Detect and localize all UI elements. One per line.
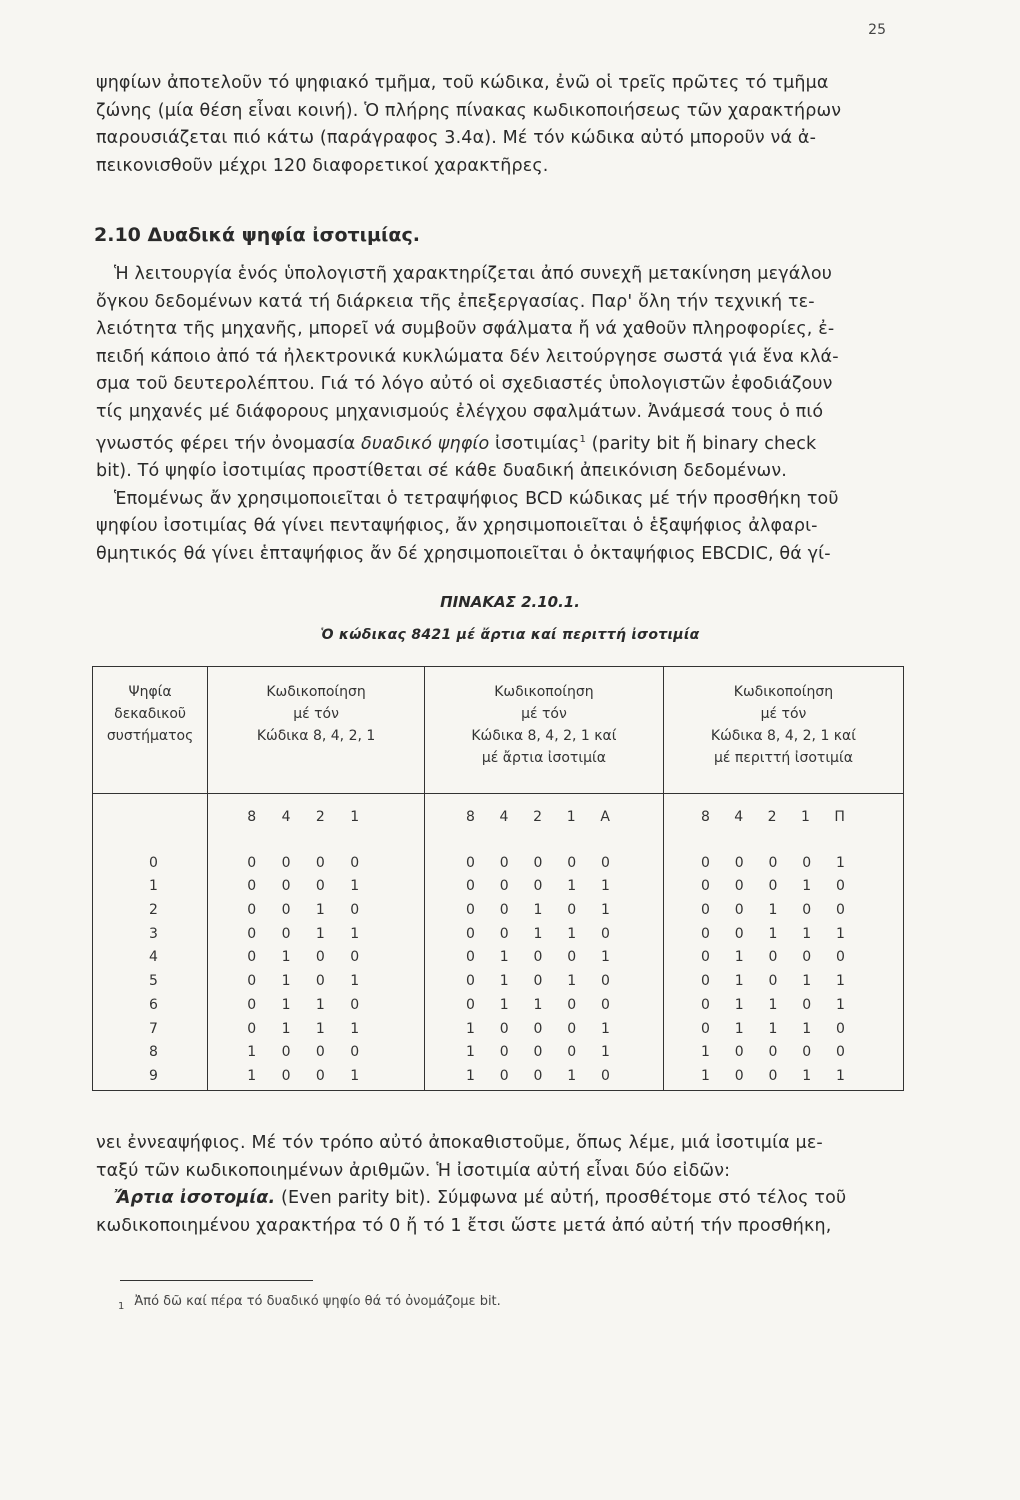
bit-cell: 0 bbox=[499, 902, 509, 919]
italic-term: δυαδικό ψηφίο bbox=[361, 433, 490, 454]
bit-cell: 2 bbox=[533, 809, 543, 825]
header-line: δεκαδικοῦ bbox=[114, 706, 187, 722]
bit-cell: 0 bbox=[465, 996, 475, 1013]
bit-cell: 0 bbox=[247, 854, 257, 871]
bit-cell: 1 bbox=[315, 1020, 325, 1037]
bit-cell: 0 bbox=[734, 1067, 744, 1084]
odd-parity-row bbox=[701, 946, 845, 970]
bit-cell: 0 bbox=[499, 1044, 509, 1061]
bit-cell: 0 bbox=[802, 949, 812, 966]
body-paragraph bbox=[96, 261, 911, 568]
bit-cell: 0 bbox=[247, 878, 257, 895]
header-line: Κώδικα 8, 4, 2, 1 bbox=[256, 728, 376, 744]
bit-cell: 0 bbox=[802, 902, 812, 919]
bit-cell: 0 bbox=[465, 949, 475, 966]
body-line: πειδή κάποιο ἀπό τά ἠλεκτρονικά κυκλώματα δέν λειτούργησε σωστά γιά ἕνα κλά- bbox=[96, 346, 839, 367]
bit-cell: 1 bbox=[499, 949, 509, 966]
odd-parity-row bbox=[701, 852, 845, 876]
bit-cell: 1 bbox=[768, 925, 778, 942]
bit-cell: 0 bbox=[802, 996, 812, 1013]
bit-cell: 0 bbox=[836, 949, 845, 966]
bit-cell: 1 bbox=[350, 1067, 360, 1084]
table-subtitle: Ὁ κώδικας 8421 μέ ἄρτια καί περιττή ἰσοτιμία bbox=[320, 627, 700, 643]
bit-header-row bbox=[247, 806, 359, 830]
bit-cell: 0 bbox=[465, 878, 475, 895]
bit-cell: 1 bbox=[734, 1020, 744, 1037]
bit-cell: 1 bbox=[567, 878, 577, 895]
bcd-row bbox=[247, 946, 359, 970]
bit-cell: 1 bbox=[802, 1067, 812, 1084]
page-number: 25 bbox=[868, 22, 886, 38]
bit-cell: 1 bbox=[281, 973, 291, 990]
odd-parity-row bbox=[701, 1018, 845, 1042]
body-line: Ἡ λειτουργία ἑνός ὑπολογιστῆ χαρακτηρίζεται ἀπό συνεχῆ μετακίνηση μεγάλου bbox=[114, 264, 833, 284]
bit-cell: 1 bbox=[836, 854, 845, 871]
bit-cell: 1 bbox=[768, 902, 778, 919]
even-parity-row bbox=[466, 899, 610, 923]
body-line: ψηφίου ἰσοτιμίας θά γίνει πενταψήφιος, ἄν χρησιμοποιεῖται ὁ ἑξαψήφιος ἀλφαρι- bbox=[96, 516, 818, 537]
bit-cell: 1 bbox=[533, 925, 543, 942]
bit-cell: 0 bbox=[465, 902, 475, 919]
bit-cell: 0 bbox=[802, 1044, 812, 1061]
bit-cell: 0 bbox=[533, 878, 543, 895]
bit-cell: 1 bbox=[700, 1067, 710, 1084]
intro-line: ψηφίων ἀποτελοῦν τό ψηφιακό τμῆμα, τοῦ κώδικα, ἐνῶ οἱ τρεῖς πρῶτες τό τμῆμα bbox=[96, 73, 829, 93]
decimal-digit: 7 bbox=[149, 1020, 158, 1037]
bcd-row bbox=[247, 852, 359, 876]
text-run: γνωστός φέρει τήν ὀνομασία bbox=[96, 433, 361, 454]
bit-cell: 0 bbox=[836, 902, 845, 919]
bit-cell: 0 bbox=[499, 854, 509, 871]
odd-parity-row bbox=[701, 1041, 845, 1065]
decimal-digit: 9 bbox=[149, 1067, 158, 1084]
bit-cell: 1 bbox=[350, 809, 360, 825]
bit-header-row bbox=[701, 806, 845, 830]
bit-cell: 0 bbox=[734, 902, 744, 919]
bit-cell: 0 bbox=[836, 878, 845, 895]
bit-cell: 0 bbox=[315, 854, 325, 871]
bit-cell: 0 bbox=[700, 902, 710, 919]
bit-cell: 1 bbox=[315, 996, 325, 1013]
bit-cell: 1 bbox=[247, 1067, 257, 1084]
bit-cell: 0 bbox=[700, 973, 710, 990]
bit-cell: 1 bbox=[836, 973, 845, 990]
bit-cell: 1 bbox=[802, 925, 812, 942]
decimal-digit: 0 bbox=[149, 854, 158, 871]
bit-cell: 0 bbox=[700, 1020, 710, 1037]
bit-cell: 0 bbox=[315, 973, 325, 990]
bit-cell: 0 bbox=[281, 854, 291, 871]
bit-cell: 0 bbox=[567, 902, 577, 919]
bit-cell: 4 bbox=[499, 809, 509, 825]
bit-cell: 0 bbox=[315, 1067, 325, 1084]
header-line: Κωδικοποίηση bbox=[733, 684, 834, 700]
bit-cell: 0 bbox=[247, 902, 257, 919]
bit-cell: 1 bbox=[601, 1044, 610, 1061]
header-line: Κώδικα 8, 4, 2, 1 καί bbox=[710, 728, 857, 744]
body-line: σμα τοῦ δευτερολέπτου. Γιά τό λόγο αὐτό οἱ σχεδιαστές ὑπολογιστῶν ἐφοδιάζουν bbox=[96, 374, 833, 394]
bit-cell: 8 bbox=[247, 809, 257, 825]
body-line: κωδικοποιημένου χαρακτήρα τό 0 ἤ τό 1 ἔτσι ὥστε μετά ἀπό αὐτή τήν προσθήκη, bbox=[96, 1215, 832, 1236]
header-line: Κωδικοποίηση bbox=[494, 684, 594, 700]
bit-cell: 4 bbox=[734, 809, 744, 825]
bit-cell: 0 bbox=[465, 854, 475, 871]
bit-cell: 0 bbox=[700, 996, 710, 1013]
bit-cell: 1 bbox=[601, 902, 610, 919]
header-line: συστήματος bbox=[106, 728, 194, 744]
bit-cell: 1 bbox=[499, 996, 509, 1013]
bit-cell: 0 bbox=[350, 902, 360, 919]
body-line: τίς μηχανές μέ διάφορους μηχανισμούς ἐλέγχου σφαλμάτων. Ἀνάμεσά τους ὁ πιό bbox=[96, 401, 824, 422]
intro-line: ζώνης (μία θέση εἶναι κοινή). Ὁ πλήρης πίνακας κωδικοποιήσεως τῶν χαρακτήρων bbox=[96, 100, 842, 121]
even-parity-row bbox=[466, 970, 610, 994]
body-line: bit). Τό ψηφίο ἰσοτιμίας προστίθεται σέ κάθε δυαδική ἀπεικόνιση δεδομένων. bbox=[96, 461, 787, 482]
header-line: μέ τόν bbox=[293, 706, 339, 722]
bit-cell: 0 bbox=[499, 1067, 509, 1084]
body-line: Ἑπομένως ἄν χρησιμοποιεῖται ὁ τετραψήφιος BCD κώδικας μέ τήν προσθήκη τοῦ bbox=[114, 488, 839, 509]
bit-cell: 1 bbox=[734, 996, 744, 1013]
bcd-row bbox=[247, 899, 359, 923]
table-title: ΠΙΝΑΚΑΣ 2.10.1. bbox=[440, 593, 580, 611]
bit-cell: 0 bbox=[533, 854, 543, 871]
bit-cell: 1 bbox=[247, 1044, 257, 1061]
bit-cell: 1 bbox=[281, 1020, 291, 1037]
bit-cell: 0 bbox=[315, 949, 325, 966]
intro-line: πεικονισθοῦν μέχρι 120 διαφορετικοί χαρακτῆρες. bbox=[96, 155, 549, 176]
bit-cell: 1 bbox=[802, 973, 812, 990]
code-table bbox=[92, 666, 904, 1091]
bit-cell: 0 bbox=[465, 973, 475, 990]
bit-cell: 1 bbox=[802, 1020, 812, 1037]
bit-cell: 0 bbox=[350, 854, 360, 871]
bcd-row bbox=[247, 994, 359, 1018]
bit-cell: 0 bbox=[247, 949, 257, 966]
header-decimal bbox=[93, 667, 208, 794]
bit-cell: 0 bbox=[281, 925, 291, 942]
bit-cell: 1 bbox=[350, 973, 360, 990]
bit-cell: 0 bbox=[533, 949, 543, 966]
bit-cell: 0 bbox=[768, 1044, 778, 1061]
bit-cell: 1 bbox=[802, 878, 812, 895]
bit-cell: 1 bbox=[315, 925, 325, 942]
footnote-text: Ἀπό δῶ καί πέρα τό δυαδικό ψηφίο θά τό ὀνομάζομε bit. bbox=[134, 1294, 501, 1309]
bit-cell: 1 bbox=[567, 925, 577, 942]
bit-cell: 1 bbox=[350, 1020, 360, 1037]
bit-cell: 0 bbox=[281, 1067, 291, 1084]
bit-cell: 0 bbox=[768, 973, 778, 990]
bit-cell: 0 bbox=[533, 1020, 543, 1037]
bit-cell: 0 bbox=[601, 925, 610, 942]
bit-cell: 1 bbox=[567, 1067, 577, 1084]
even-parity-row bbox=[466, 946, 610, 970]
bit-cell: 0 bbox=[734, 1044, 744, 1061]
bit-cell: 1 bbox=[315, 902, 325, 919]
header-line: μέ ἄρτια ἰσοτιμία bbox=[481, 750, 606, 766]
bit-cell: 0 bbox=[700, 925, 710, 942]
even-parity-row bbox=[466, 1041, 610, 1065]
header-odd-parity bbox=[663, 667, 903, 794]
bcd-row bbox=[247, 875, 359, 899]
body-line: νει ἐννεαψήφιος. Μέ τόν τρόπο αὐτό ἀποκαθιστοῦμε, ὅπως λέμε, μιά ἰσοτιμία με- bbox=[96, 1133, 823, 1153]
text-run: (Even parity bit). Σύμφωνα μέ αὐτή, προσθέτομε στό τέλος τοῦ bbox=[275, 1188, 847, 1208]
bit-cell: 0 bbox=[281, 1044, 291, 1061]
decimal-digit: 2 bbox=[149, 902, 158, 919]
bit-cell: Π bbox=[834, 809, 845, 825]
spacer bbox=[93, 806, 206, 852]
bit-cell: 1 bbox=[768, 1020, 778, 1037]
bit-cell: 0 bbox=[768, 854, 778, 871]
bit-cell: 0 bbox=[533, 973, 543, 990]
bit-cell: 1 bbox=[281, 949, 291, 966]
bit-cell: 1 bbox=[566, 809, 576, 825]
bit-cell: 8 bbox=[700, 809, 710, 825]
bit-cell: 0 bbox=[281, 902, 291, 919]
decimal-digit: 8 bbox=[149, 1044, 158, 1061]
bit-cell: 0 bbox=[350, 1044, 360, 1061]
odd-parity-row bbox=[701, 899, 845, 923]
bit-cell: 0 bbox=[734, 925, 744, 942]
bit-cell: 1 bbox=[567, 973, 577, 990]
even-parity-row bbox=[466, 923, 610, 947]
header-line: μέ τόν bbox=[521, 706, 567, 722]
bit-cell: 0 bbox=[315, 1044, 325, 1061]
bold-term: Ἄρτια ἰσοτομία. bbox=[114, 1188, 276, 1208]
header-line: Ψηφία bbox=[128, 684, 172, 700]
bit-cell: 2 bbox=[315, 809, 325, 825]
bit-cell: 1 bbox=[734, 973, 744, 990]
intro-paragraph bbox=[96, 70, 911, 180]
intro-line: παρουσιάζεται πιό κάτω (παράγραφος 3.4α). Μέ τόν κώδικα αὐτό μποροῦν νά ἀ- bbox=[96, 128, 817, 148]
body-line: ταξύ τῶν κωδικοποιημένων ἀριθμῶν. Ἡ ἰσοτιμία αὐτή εἶναι δύο εἰδῶν: bbox=[96, 1160, 731, 1181]
bit-cell: 0 bbox=[247, 996, 257, 1013]
bit-cell: 0 bbox=[567, 949, 577, 966]
bit-cell: 0 bbox=[350, 996, 360, 1013]
bit-cell: 1 bbox=[836, 925, 845, 942]
bcd-row bbox=[247, 1018, 359, 1042]
bit-cell: 1 bbox=[601, 949, 610, 966]
bit-cell: 1 bbox=[768, 996, 778, 1013]
bit-cell: 1 bbox=[601, 878, 610, 895]
even-parity-row bbox=[466, 1018, 610, 1042]
header-line: Κωδικοποίηση bbox=[266, 684, 366, 700]
bit-cell: 2 bbox=[767, 809, 777, 825]
even-parity-row bbox=[466, 1065, 610, 1089]
bit-cell: 1 bbox=[350, 878, 360, 895]
bit-cell: 8 bbox=[465, 809, 475, 825]
bit-cell: 0 bbox=[281, 878, 291, 895]
bit-cell: 0 bbox=[768, 949, 778, 966]
bit-cell: 1 bbox=[836, 996, 845, 1013]
bit-cell: 0 bbox=[567, 854, 577, 871]
decimal-digit: 6 bbox=[149, 996, 158, 1013]
odd-parity-row bbox=[701, 970, 845, 994]
bit-cell: 1 bbox=[281, 996, 291, 1013]
bit-cell: 0 bbox=[768, 1067, 778, 1084]
body-line: ὄγκου δεδομένων κατά τή διάρκεια τῆς ἐπεξεργασίας. Παρ' ὅλη τήν τεχνική τε- bbox=[96, 291, 815, 312]
bit-cell: 1 bbox=[836, 1067, 845, 1084]
bit-cell: 1 bbox=[465, 1044, 475, 1061]
bit-cell: 0 bbox=[734, 854, 744, 871]
body-line bbox=[96, 426, 911, 458]
odd-parity-row bbox=[701, 1065, 845, 1089]
body-line bbox=[96, 1185, 911, 1213]
bit-cell: 1 bbox=[601, 1020, 610, 1037]
odd-parity-row bbox=[701, 923, 845, 947]
bit-cell: 0 bbox=[768, 878, 778, 895]
footnote bbox=[118, 1294, 501, 1312]
bit-cell: 1 bbox=[801, 809, 810, 825]
bit-cell: 1 bbox=[499, 973, 509, 990]
decimal-digit: 1 bbox=[149, 878, 158, 895]
text-run: ἰσοτιμίας bbox=[489, 433, 580, 454]
bit-cell: 0 bbox=[499, 925, 509, 942]
after-paragraph bbox=[96, 1130, 911, 1240]
even-parity-row bbox=[466, 994, 610, 1018]
bit-cell: Α bbox=[600, 809, 610, 825]
bit-cell: 1 bbox=[350, 925, 360, 942]
section-heading: 2.10 Δυαδικά ψηφία ἰσοτιμίας. bbox=[94, 224, 420, 246]
bit-cell: 0 bbox=[350, 949, 360, 966]
header-line: μέ περιττή ἰσοτιμία bbox=[713, 750, 853, 766]
odd-parity-row bbox=[701, 875, 845, 899]
text-run: (parity bit ἤ binary check bbox=[585, 433, 817, 454]
bit-cell: 1 bbox=[533, 996, 543, 1013]
footnote-divider bbox=[120, 1280, 313, 1281]
bit-cell: 0 bbox=[601, 854, 610, 871]
bit-cell: 0 bbox=[836, 1044, 845, 1061]
decimal-digit: 5 bbox=[149, 973, 158, 990]
bit-cell: 0 bbox=[802, 854, 812, 871]
bit-cell: 0 bbox=[247, 973, 257, 990]
odd-parity-row bbox=[701, 994, 845, 1018]
bit-cell: 0 bbox=[533, 1067, 543, 1084]
even-parity-column bbox=[424, 794, 663, 1091]
bit-cell: 0 bbox=[499, 1020, 509, 1037]
bcd-column bbox=[208, 794, 425, 1091]
bit-cell: 0 bbox=[700, 949, 710, 966]
bit-cell: 0 bbox=[700, 854, 710, 871]
bit-cell: 0 bbox=[567, 1044, 577, 1061]
bit-cell: 0 bbox=[601, 996, 610, 1013]
bit-cell: 0 bbox=[567, 1020, 577, 1037]
bit-cell: 0 bbox=[247, 925, 257, 942]
bit-cell: 0 bbox=[533, 1044, 543, 1061]
bit-cell: 1 bbox=[700, 1044, 710, 1061]
header-line: μέ τόν bbox=[760, 706, 807, 722]
decimal-digit: 3 bbox=[149, 925, 158, 942]
bit-cell: 0 bbox=[700, 878, 710, 895]
footnote-marker: 1 bbox=[118, 1300, 125, 1312]
bit-cell: 1 bbox=[465, 1067, 475, 1084]
bit-cell: 0 bbox=[734, 878, 744, 895]
bit-cell: 0 bbox=[247, 1020, 257, 1037]
footnote-ref: 1 bbox=[579, 434, 586, 445]
bit-cell: 1 bbox=[533, 902, 543, 919]
bit-cell: 0 bbox=[601, 1067, 610, 1084]
bit-cell: 1 bbox=[465, 1020, 475, 1037]
bit-cell: 0 bbox=[499, 878, 509, 895]
bit-cell: 0 bbox=[315, 878, 325, 895]
bcd-row bbox=[247, 1065, 359, 1089]
bit-header-row bbox=[466, 806, 610, 830]
header-bcd bbox=[208, 667, 425, 794]
decimal-digit: 4 bbox=[149, 949, 158, 966]
bit-cell: 0 bbox=[567, 996, 577, 1013]
even-parity-row bbox=[466, 852, 610, 876]
body-line: θμητικός θά γίνει ἑπταψήφιος ἄν δέ χρησιμοποιεῖται ὁ ὀκταψήφιος EBCDIC, θά γί- bbox=[96, 543, 831, 564]
bcd-row bbox=[247, 1041, 359, 1065]
even-parity-row bbox=[466, 875, 610, 899]
header-line: Κώδικα 8, 4, 2, 1 καί bbox=[471, 728, 617, 744]
bcd-row bbox=[247, 970, 359, 994]
body-line: λειότητα τῆς μηχανῆς, μπορεῖ νά συμβοῦν σφάλματα ἤ νά χαθοῦν πληροφορίες, ἐ- bbox=[96, 319, 835, 339]
bit-cell: 4 bbox=[281, 809, 291, 825]
header-even-parity bbox=[424, 667, 663, 794]
bit-cell: 0 bbox=[836, 1020, 845, 1037]
decimal-column bbox=[93, 794, 208, 1091]
bit-cell: 0 bbox=[601, 973, 610, 990]
bcd-row bbox=[247, 923, 359, 947]
bit-cell: 1 bbox=[734, 949, 744, 966]
odd-parity-column bbox=[663, 794, 903, 1091]
bit-cell: 0 bbox=[465, 925, 475, 942]
